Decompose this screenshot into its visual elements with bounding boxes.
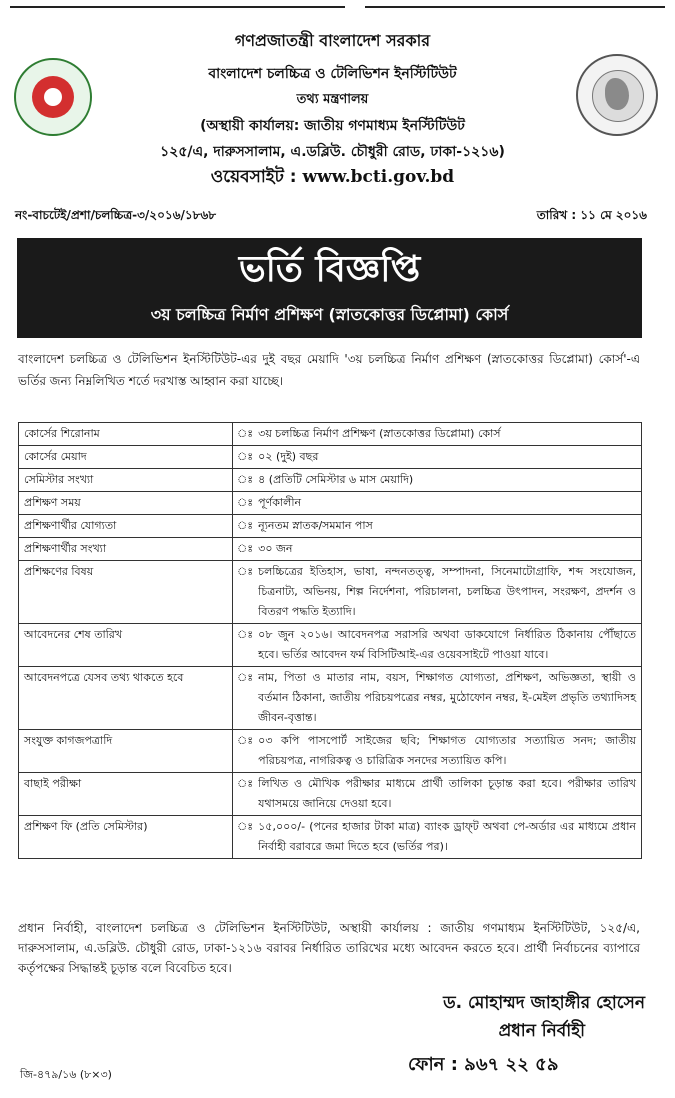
- table-row: [19, 816, 642, 859]
- header-ministry: তথ্য মন্ত্রণালয়: [296, 92, 369, 107]
- row-separator: ঃ: [233, 816, 254, 859]
- header-website: [90, 164, 575, 192]
- row-label: বাছাই পরীক্ষা: [19, 773, 233, 816]
- table-row: [19, 423, 642, 446]
- row-separator: ঃ: [233, 515, 254, 538]
- top-border-right: [365, 6, 665, 8]
- row-label: প্রশিক্ষণের বিষয়: [19, 561, 233, 624]
- table-row: [19, 773, 642, 816]
- row-value: ১৫,০০০/- (পনের হাজার টাকা মাত্র) ব্যাংক ড্রাফ্‌ট অথবা পে-অর্ডার এর মাধ্যমে প্রধান নির্বাহী বরাবরে জমা দিতে হবে (ভর্তির পর)।: [253, 816, 641, 859]
- signatory-name: ড. মোহাম্মদ জাহাঙ্গীর হোসেন: [443, 993, 645, 1013]
- row-separator: ঃ: [233, 538, 254, 561]
- row-label: কোর্সের মেয়াদ: [19, 446, 233, 469]
- table-row: [19, 492, 642, 515]
- row-label: আবেদনপত্রে যেসব তথ্য থাকতে হবে: [19, 667, 233, 730]
- row-separator: ঃ: [233, 446, 254, 469]
- course-subtitle: ৩য় চলচ্চিত্র নির্মাণ প্রশিক্ষণ (স্নাতকোত্তর ডিপ্লোমা) কোর্স: [150, 305, 509, 324]
- header-temp-office: (অস্থায়ী কার্যালয়: জাতীয় গণমাধ্যম ইনস্টিটিউট: [200, 118, 465, 134]
- row-value: ৪ (প্রতিটি সেমিস্টার ৬ মাস মেয়াদি): [253, 469, 641, 492]
- table-row: [19, 624, 642, 667]
- row-separator: ঃ: [233, 423, 254, 446]
- reference-number: নং-বাচটেই/প্রশা/চলচ্চিত্র-৩/২০১৬/১৮৬৮: [15, 208, 217, 222]
- row-value: ০৩ কপি পাসপোর্ট সাইজের ছবি; শিক্ষাগত যোগ্যতার সত্যায়িত সনদ; জাতীয় পরিচয়পত্র, নাগরিকত্ব ও চারিত্রিক সনদের সত্যায়িত কপি।: [253, 730, 641, 773]
- website-label: ওয়েবসাইট :: [210, 167, 303, 187]
- row-value: ০২ (দুই) বছর: [253, 446, 641, 469]
- row-label: প্রশিক্ষণ ফি (প্রতি সেমিস্টার): [19, 816, 233, 859]
- row-separator: ঃ: [233, 667, 254, 730]
- row-label: কোর্সের শিরোনাম: [19, 423, 233, 446]
- table-row: [19, 561, 642, 624]
- row-value: পূর্ণকালীন: [253, 492, 641, 515]
- row-separator: ঃ: [233, 492, 254, 515]
- table-row: [19, 515, 642, 538]
- row-value: নাম, পিতা ও মাতার নাম, বয়স, শিক্ষাগত যোগ্যতা, প্রশিক্ষণ, অভিজ্ঞতা, স্থায়ী ও বর্তমান ঠিকানা, জাতীয় পরিচয়পত্রের নম্বর, মুঠোফোন নম্বর, ই-মেইল প্রভৃতি তথ্যাদিসহ জীবন-বৃত্তান্ত।: [253, 667, 641, 730]
- header-government: গণপ্রজাতন্ত্রী বাংলাদেশ সরকার: [234, 31, 431, 50]
- notice-title: ভর্তি বিজ্ঞপ্তি: [238, 249, 421, 290]
- row-separator: ঃ: [233, 730, 254, 773]
- website-url: www.bcti.gov.bd: [302, 167, 455, 187]
- row-value: ০৮ জুন ২০১৬। আবেদনপত্র সরাসরি অথবা ডাকযোগে নির্ধারিত ঠিকানায় পৌঁছাতে হবে। ভর্তির আবেদন ফর্ম বিসিটিআই-এর ওয়েবসাইটে পাওয়া যাবে।: [253, 624, 641, 667]
- table-row: [19, 730, 642, 773]
- intro-paragraph: বাংলাদেশ চলচ্চিত্র ও টেলিভিশন ইনস্টিটিউট-এর দুই বছর মেয়াদি '৩য় চলচ্চিত্র নির্মাণ প্রশিক্ষণ (স্নাতকোত্তর ডিপ্লোমা) কোর্স'-এ ভর্তির জন্য নিম্নলিখিত শর্তে দরখাস্ত আহ্বান করা যাচ্ছে।: [18, 352, 640, 388]
- row-separator: ঃ: [233, 624, 254, 667]
- table-row: [19, 446, 642, 469]
- row-label: সংযুক্ত কাগজপত্রাদি: [19, 730, 233, 773]
- row-value: ন্যূনতম স্নাতক/সমমান পাস: [253, 515, 641, 538]
- table-row: [19, 469, 642, 492]
- course-info-table: [18, 422, 642, 859]
- table-row: [19, 538, 642, 561]
- signatory-title: প্রধান নির্বাহী: [498, 1021, 585, 1041]
- ad-code: জি-৪৭৯/১৬ (৮×৩): [20, 1068, 112, 1081]
- logo-center-shape: [44, 88, 62, 106]
- row-value: চলচ্চিত্রের ইতিহাস, ভাষা, নন্দনতত্ত্ব, সম্পাদনা, সিনেমাটোগ্রাফি, শব্দ সংযোজন, চিত্রনাট্য, অভিনয়, শিল্প নির্দেশনা, পরিচালনা, চলচ্চিত্র উৎপাদন, সংরক্ষণ, প্রদর্শন ও বিতরণ পদ্ধতি ইত্যাদি।: [253, 561, 641, 624]
- row-value: ৩০ জন: [253, 538, 641, 561]
- bcti-logo-icon: [14, 58, 92, 136]
- government-seal-icon: [576, 54, 658, 136]
- top-border-left: [10, 6, 345, 8]
- row-value: লিখিত ও মৌখিক পরীক্ষার মাধ্যমে প্রার্থী তালিকা চূড়ান্ত করা হবে। পরীক্ষার তারিখ যথাসময়ে জানিয়ে দেওয়া হবে।: [253, 773, 641, 816]
- row-separator: ঃ: [233, 773, 254, 816]
- application-instructions: প্রধান নির্বাহী, বাংলাদেশ চলচ্চিত্র ও টেলিভিশন ইনস্টিটিউট, অস্থায়ী কার্যালয় : জাতীয় গণমাধ্যম ইনস্টিটিউট, ১২৫/এ, দারুসসালাম, এ.ডব্লিউ. চৌধুরী রোড, ঢাকা-১২১৬ বরাবর নির্ধারিত তারিখের মধ্যে আবেদন করতে হবে। প্রার্থী নির্বাচনের ব্যাপারে কর্তৃপক্ষের সিদ্ধান্তই চূড়ান্ত বলে বিবেচিত হবে।: [18, 921, 640, 975]
- row-label: প্রশিক্ষণ সময়: [19, 492, 233, 515]
- row-separator: ঃ: [233, 561, 254, 624]
- row-label: প্রশিক্ষণার্থীর সংখ্যা: [19, 538, 233, 561]
- title-banner: [17, 238, 642, 338]
- row-value: ৩য় চলচ্চিত্র নির্মাণ প্রশিক্ষণ (স্নাতকোত্তর ডিপ্লোমা) কোর্স: [253, 423, 641, 446]
- row-label: আবেদনের শেষ তারিখ: [19, 624, 233, 667]
- table-row: [19, 667, 642, 730]
- row-label: প্রশিক্ষণার্থীর যোগ্যতা: [19, 515, 233, 538]
- bangladesh-map-shape: [605, 78, 629, 110]
- row-label: সেমিস্টার সংখ্যা: [19, 469, 233, 492]
- row-separator: ঃ: [233, 469, 254, 492]
- header-address: ১২৫/এ, দারুসসালাম, এ.ডব্লিউ. চৌধুরী রোড, ঢাকা-১২১৬): [160, 144, 505, 160]
- header-institute: বাংলাদেশ চলচ্চিত্র ও টেলিভিশন ইনস্টিটিউট: [208, 66, 457, 82]
- phone-number: ফোন : ৯৬৭ ২২ ৫৯: [408, 1054, 559, 1075]
- notice-date: তারিখ : ১১ মে ২০১৬: [536, 208, 647, 222]
